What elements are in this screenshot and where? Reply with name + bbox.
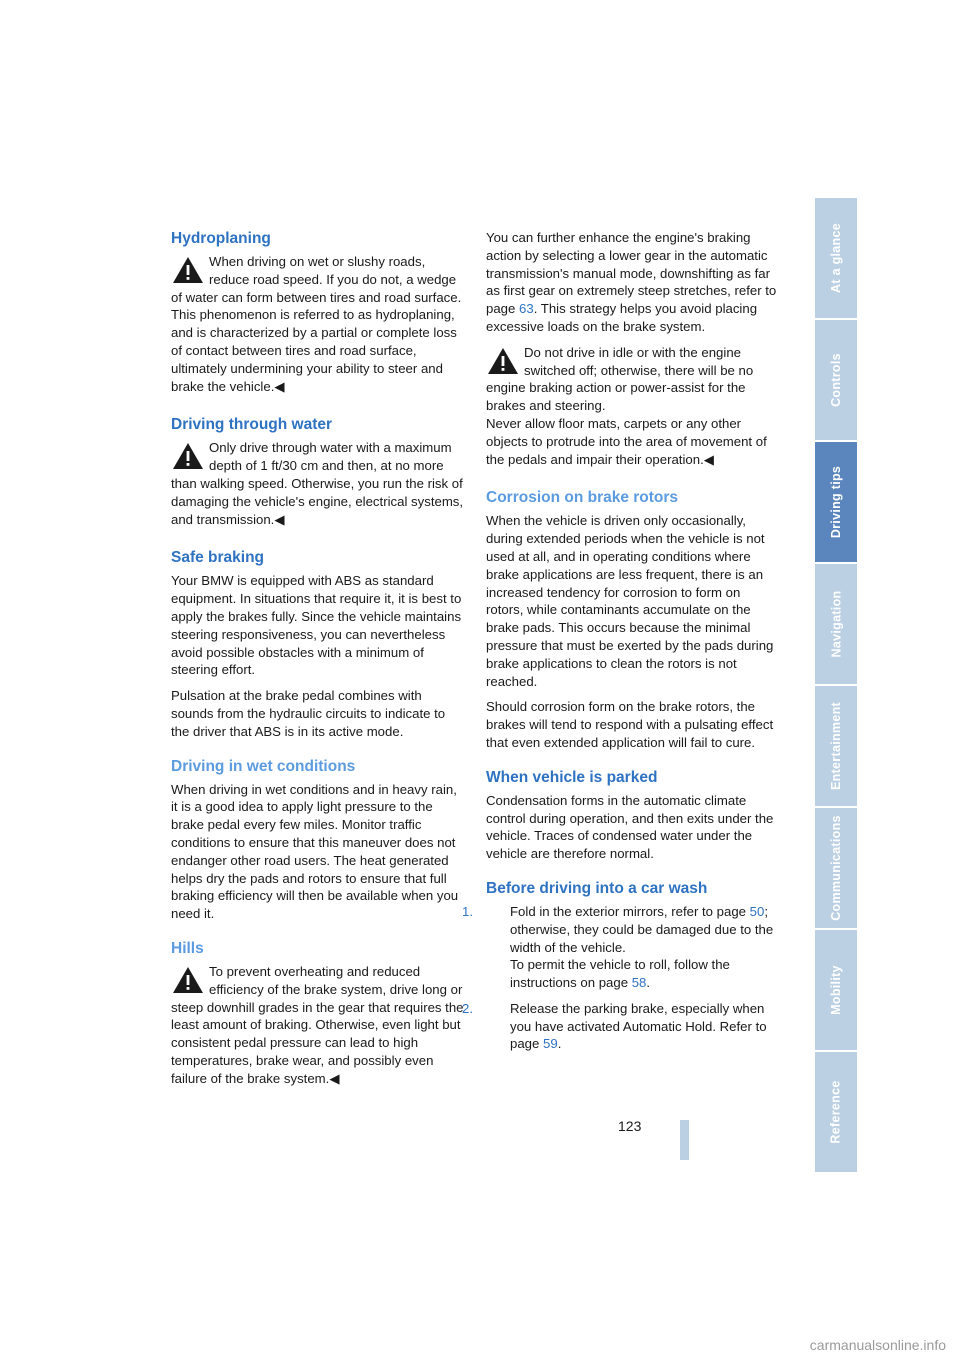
water-text: Only drive through water with a maximum depth of 1 ft/30 cm and then, at no more than walking speed. Otherwise, you run the risk of damaging the vehicle's engine, electrical systems, and transmission.◀	[171, 440, 464, 527]
tab-communications[interactable]	[815, 808, 857, 928]
list-text: To permit the vehicle to roll, follow the instructions on page	[510, 957, 730, 991]
left-column	[171, 229, 464, 1095]
hydroplaning-heading: Hydroplaning	[171, 230, 271, 247]
chapter-tabs	[815, 198, 857, 1174]
page-link-63[interactable]: 63	[519, 301, 534, 317]
tab-label: Navigation	[829, 590, 843, 658]
parked-text: Condensation forms in the automatic climate control during operation, and then exits under the vehicle. Traces of condensed water under the vehicle are therefore normal.	[486, 792, 774, 862]
list-text: Fold in the exterior mirrors, refer to page	[510, 903, 750, 919]
parked-heading: When vehicle is parked	[486, 768, 658, 786]
list-continuation	[510, 956, 779, 992]
page-marker-bar	[680, 1120, 689, 1160]
tab-controls[interactable]	[815, 320, 857, 440]
hills-heading: Hills	[171, 939, 204, 957]
page-link-58[interactable]: 58	[631, 975, 647, 991]
tab-label: Driving tips	[829, 465, 844, 539]
tab-at-a-glance[interactable]	[815, 198, 857, 318]
car-wash-heading: Before driving into a car wash	[486, 879, 708, 897]
safe-braking-p2: Pulsation at the brake pedal combines with sounds from the hydraulic circuits to indicate to the driver that ABS is in its active mode.	[171, 688, 446, 739]
tab-label: Reference	[829, 1080, 843, 1144]
corrosion-heading: Corrosion on brake rotors	[486, 489, 679, 507]
tab-navigation[interactable]	[815, 564, 857, 684]
tab-reference[interactable]	[815, 1052, 857, 1172]
hills-warning	[171, 963, 464, 1088]
tab-label: Controls	[829, 353, 844, 407]
list-number: 2.	[462, 1000, 473, 1016]
tab-label: Communications	[829, 815, 844, 921]
corrosion-p2: Should corrosion form on the brake rotors, the brakes will tend to respond with a pulsating effect that even extended application will fail to cure.	[486, 699, 774, 750]
idle-warning	[486, 344, 779, 469]
list-text: .	[557, 1036, 562, 1052]
warning-icon	[486, 346, 520, 376]
safe-braking-heading: Safe braking	[171, 549, 265, 567]
hydroplaning-warning	[171, 253, 464, 395]
engine-braking-text-a: You can further enhance the engine's braking action by selecting a lower gear in the automatic transmission's manual mode, downshifting as far as first gear on extremely steep stretches, refer to page	[486, 230, 777, 317]
page-link-50[interactable]: 50	[749, 903, 765, 919]
page-link-59[interactable]: 59	[543, 1036, 558, 1052]
engine-braking-p1	[486, 229, 779, 336]
engine-braking-text-b: . This strategy helps you avoid placing excessive loads on the brake system.	[486, 301, 758, 334]
tab-label: Mobility	[829, 965, 843, 1015]
safe-braking-p1: Your BMW is equipped with ABS as standard equipment. In situations that require it, it is best to apply the brakes fully. Since the vehicle maintains steering responsiveness, you can nevertheless avoid possible obstacles with a minimum of steering effort.	[171, 573, 462, 678]
right-column	[462, 229, 779, 1061]
wet-heading: Driving in wet conditions	[171, 757, 356, 775]
water-heading: Driving through water	[171, 416, 333, 434]
hills-text: To prevent overheating and reduced efficiency of the brake system, drive long or steep downhill grades in the gear that requires the least amount of braking. Otherwise, even light but consistent pedal pressure can lead to high temperatures, brake wear, and possibly even failure of the brake system.◀	[171, 963, 464, 1086]
corrosion-p1: When the vehicle is driven only occasionally, during extended periods when the vehicle is not used at all, and in operating conditions where brake applications are less frequent, there is an increased tendency for corrosion to form on rotors, while contaminants accumulate on the brake pads. This occurs because the minimal pressure that must be exerted by the pads during brake applications to clean the rotors is not reached.	[486, 513, 774, 689]
tab-entertainment[interactable]	[815, 686, 857, 806]
tab-label: At a glance	[829, 223, 843, 293]
warning-icon	[171, 965, 205, 995]
tab-label: Entertainment	[829, 702, 844, 790]
floor-mat-warning-text: Never allow floor mats, carpets or any other objects to protrude into the area of movement of the pedals and impair their operation.◀	[486, 415, 767, 467]
warning-icon	[171, 255, 205, 285]
wet-text: When driving in wet conditions and in heavy rain, it is a good idea to apply light pressure to the brake pedal every few miles. Monitor traffic conditions to ensure that this maneuver does not endanger other road users. The heat generated helps dry the pads and rotors to ensure that full braking efficiency will then be available when you need it.	[171, 781, 459, 922]
hydroplaning-text: When driving on wet or slushy roads, reduce road speed. If you do not, a wedge of water can form between tires and road surface. This phenomenon is referred to as hydroplaning, and is characterized by a partial or complete loss of contact between tires and road surface, ultimately undermining your ability to steer and brake the vehicle.◀	[171, 254, 462, 394]
tab-driving-tips[interactable]	[815, 442, 857, 562]
water-warning	[171, 439, 464, 528]
list-text: Release the parking brake, especially when you have activated Automatic Hold. Refer to page	[510, 1000, 767, 1052]
list-item	[462, 903, 779, 992]
list-number: 1.	[462, 903, 473, 919]
watermark: carmanualsonline.info	[809, 1337, 946, 1353]
warning-icon	[171, 441, 205, 471]
list-item	[462, 1000, 779, 1053]
list-text: ; otherwise, they could be damaged due to the width of the vehicle.	[510, 903, 774, 955]
list-text: .	[646, 975, 651, 991]
page-number: 123	[618, 1118, 642, 1134]
idle-warning-text: Do not drive in idle or with the engine switched off; otherwise, there will be no engine braking action or power-assist for the brakes and steering.	[486, 344, 754, 414]
tab-mobility[interactable]	[815, 930, 857, 1050]
